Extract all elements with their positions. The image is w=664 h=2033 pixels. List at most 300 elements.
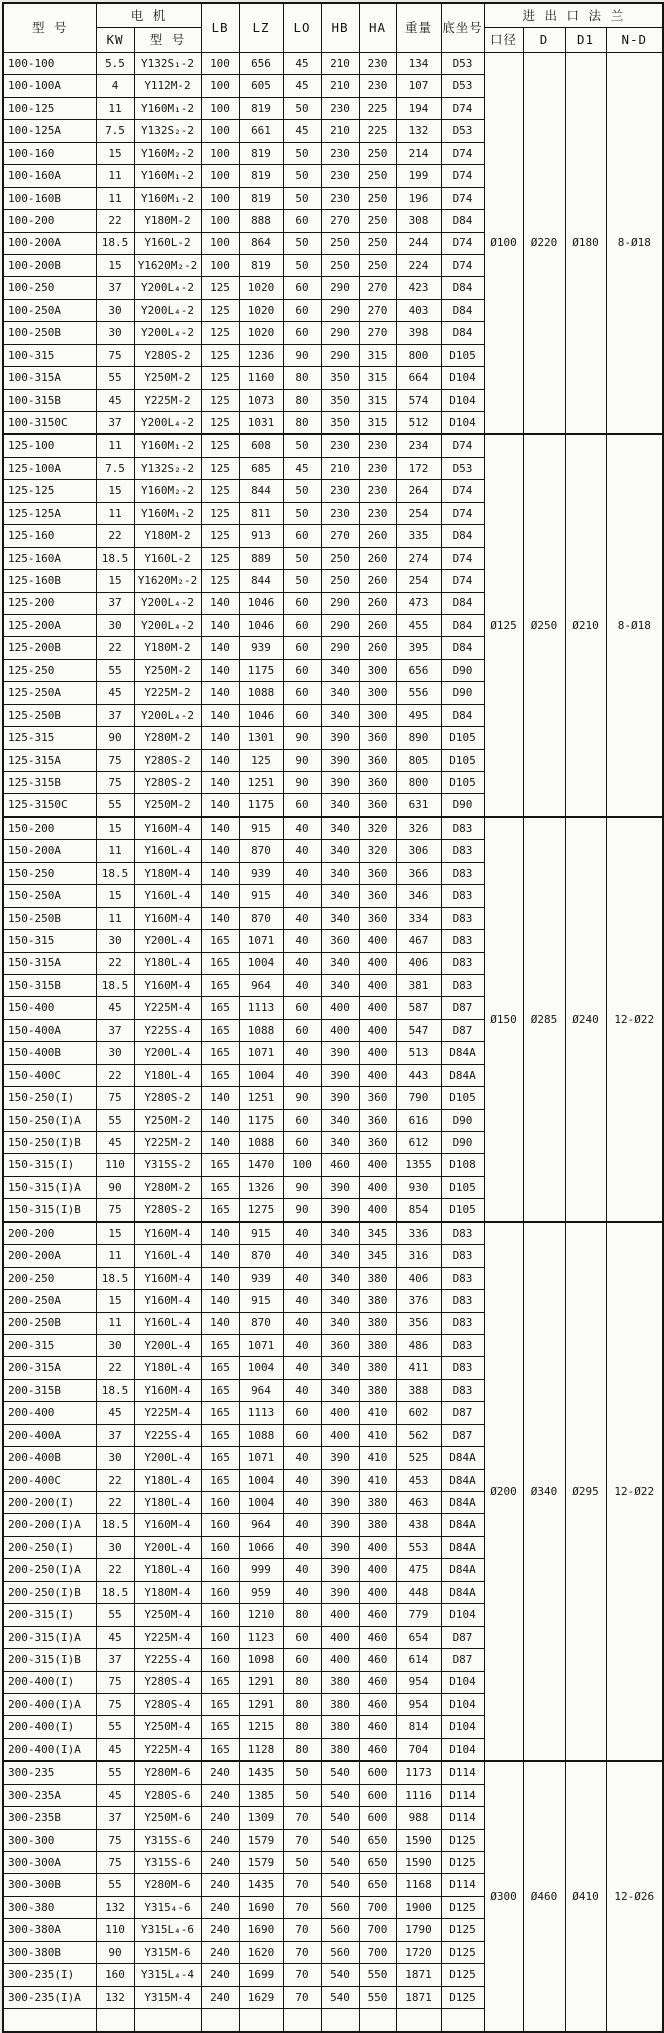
- cell-base: D74: [441, 254, 484, 276]
- cell-weight: 614: [396, 1649, 441, 1671]
- cell-lo: 40: [283, 1357, 321, 1379]
- cell-motor-model: Y112M-2: [134, 75, 201, 97]
- cell-base: D83: [441, 907, 484, 929]
- cell-base: D90: [441, 659, 484, 681]
- cell-model: 100-315: [3, 344, 96, 366]
- cell-lo: 60: [283, 997, 321, 1019]
- cell-weight: 654: [396, 1626, 441, 1648]
- cell-motor-model: Y280M-6: [134, 1874, 201, 1896]
- cell-motor-kw: 22: [96, 1559, 134, 1581]
- header-motor-model: 型 号: [134, 28, 201, 53]
- cell-hb: 390: [321, 1581, 359, 1603]
- cell-ha: 320: [359, 817, 396, 840]
- cell-lb: 100: [201, 232, 239, 254]
- cell-base: D83: [441, 974, 484, 996]
- cell-lo: 60: [283, 1109, 321, 1131]
- cell-hb: 390: [321, 1447, 359, 1469]
- cell-base: D74: [441, 165, 484, 187]
- cell-base: D105: [441, 1087, 484, 1109]
- cell-weight: 463: [396, 1492, 441, 1514]
- cell-lb: 140: [201, 592, 239, 614]
- cell-motor-kw: 11: [96, 502, 134, 524]
- cell-lz: 811: [239, 502, 283, 524]
- cell-weight: 800: [396, 344, 441, 366]
- cell-flange-d1: Ø410: [565, 1761, 606, 2031]
- cell-base: D83: [441, 1267, 484, 1289]
- cell-base: D104: [441, 367, 484, 389]
- table-row: [3, 53, 663, 75]
- cell-hb: 340: [321, 974, 359, 996]
- cell-motor-model: Y200L₄-2: [134, 277, 201, 299]
- cell-ha: 400: [359, 1536, 396, 1558]
- cell-ha: 600: [359, 1784, 396, 1806]
- cell-lb: 165: [201, 952, 239, 974]
- cell-motor-model: Y180M-4: [134, 1581, 201, 1603]
- cell-motor-model: Y200L-4: [134, 1334, 201, 1356]
- cell-motor-kw: 22: [96, 525, 134, 547]
- cell-weight: 1355: [396, 1154, 441, 1176]
- cell-motor-kw: 75: [96, 1199, 134, 1222]
- cell-lo: [283, 2009, 321, 2032]
- cell-motor-model: Y225M-2: [134, 389, 201, 411]
- cell-ha: 650: [359, 1874, 396, 1896]
- cell-lz: 1579: [239, 1852, 283, 1874]
- cell-motor-kw: 75: [96, 1829, 134, 1851]
- cell-lz: 1046: [239, 704, 283, 726]
- cell-lb: 125: [201, 570, 239, 592]
- cell-weight: 547: [396, 1019, 441, 1041]
- cell-lo: 40: [283, 974, 321, 996]
- cell-model: 200-315: [3, 1334, 96, 1356]
- cell-hb: 250: [321, 547, 359, 569]
- cell-ha: 650: [359, 1829, 396, 1851]
- cell-hb: 210: [321, 457, 359, 479]
- cell-base: D53: [441, 457, 484, 479]
- cell-ha: 230: [359, 480, 396, 502]
- cell-motor-model: Y180M-2: [134, 525, 201, 547]
- cell-hb: 560: [321, 1896, 359, 1918]
- cell-lo: 40: [283, 930, 321, 952]
- cell-hb: 210: [321, 53, 359, 75]
- cell-model: 200-250(I)A: [3, 1559, 96, 1581]
- cell-model: 100-160: [3, 142, 96, 164]
- cell-base: D84: [441, 704, 484, 726]
- cell-motor-model: Y250M-2: [134, 367, 201, 389]
- cell-motor-kw: 15: [96, 1222, 134, 1245]
- cell-motor-kw: 11: [96, 434, 134, 457]
- cell-weight: 453: [396, 1469, 441, 1491]
- cell-ha: 600: [359, 1761, 396, 1784]
- cell-model: 100-250B: [3, 322, 96, 344]
- cell-motor-model: Y250M-2: [134, 659, 201, 681]
- cell-lb: [201, 2009, 239, 2032]
- cell-hb: 540: [321, 1964, 359, 1986]
- cell-motor-kw: 30: [96, 930, 134, 952]
- cell-motor-kw: 55: [96, 659, 134, 681]
- cell-base: D125: [441, 1896, 484, 1918]
- cell-model: 125-125A: [3, 502, 96, 524]
- cell-base: D90: [441, 794, 484, 817]
- cell-motor-model: Y180L-4: [134, 952, 201, 974]
- cell-lo: 70: [283, 1919, 321, 1941]
- cell-lo: 50: [283, 434, 321, 457]
- cell-weight: 656: [396, 659, 441, 681]
- cell-lz: 1046: [239, 592, 283, 614]
- cell-lz: 1088: [239, 1424, 283, 1446]
- cell-base: D87: [441, 1626, 484, 1648]
- cell-model: 100-200B: [3, 254, 96, 276]
- cell-motor-model: Y180M-4: [134, 862, 201, 884]
- cell-motor-model: Y160M₁-2: [134, 434, 201, 457]
- cell-base: D87: [441, 997, 484, 1019]
- cell-motor-model: Y225M-4: [134, 1738, 201, 1761]
- cell-lz: 939: [239, 1267, 283, 1289]
- cell-hb: 210: [321, 75, 359, 97]
- cell-model: 200-250(I)B: [3, 1581, 96, 1603]
- cell-hb: 380: [321, 1671, 359, 1693]
- cell-model: 100-100A: [3, 75, 96, 97]
- cell-base: D74: [441, 97, 484, 119]
- cell-motor-kw: 11: [96, 840, 134, 862]
- cell-lz: 1113: [239, 1402, 283, 1424]
- cell-hb: 340: [321, 682, 359, 704]
- cell-weight: 616: [396, 1109, 441, 1131]
- cell-motor-kw: 75: [96, 1671, 134, 1693]
- cell-lb: 165: [201, 1671, 239, 1693]
- cell-weight: 107: [396, 75, 441, 97]
- cell-lo: 45: [283, 120, 321, 142]
- cell-hb: 540: [321, 1761, 359, 1784]
- cell-motor-kw: 45: [96, 682, 134, 704]
- cell-ha: 400: [359, 930, 396, 952]
- cell-lo: 60: [283, 277, 321, 299]
- cell-ha: 550: [359, 1986, 396, 2008]
- cell-motor-model: Y132S₂-2: [134, 457, 201, 479]
- cell-hb: 270: [321, 525, 359, 547]
- table-row: [3, 434, 663, 457]
- cell-motor-kw: 90: [96, 727, 134, 749]
- cell-base: D84A: [441, 1581, 484, 1603]
- cell-hb: 230: [321, 142, 359, 164]
- cell-hb: 210: [321, 120, 359, 142]
- cell-motor-model: Y280S-2: [134, 772, 201, 794]
- cell-motor-kw: 7.5: [96, 457, 134, 479]
- cell-ha: 410: [359, 1469, 396, 1491]
- cell-weight: 602: [396, 1402, 441, 1424]
- cell-lz: 1251: [239, 772, 283, 794]
- cell-ha: 400: [359, 1154, 396, 1176]
- header-base: 底坐号: [441, 3, 484, 53]
- cell-lo: 60: [283, 210, 321, 232]
- cell-hb: 340: [321, 840, 359, 862]
- cell-hb: 290: [321, 614, 359, 636]
- cell-lb: 160: [201, 1604, 239, 1626]
- cell-lb: 140: [201, 794, 239, 817]
- cell-base: D83: [441, 952, 484, 974]
- cell-flange-nd: 8-Ø18: [606, 53, 663, 435]
- cell-lz: 844: [239, 480, 283, 502]
- cell-lb: 140: [201, 704, 239, 726]
- cell-motor-kw: 37: [96, 592, 134, 614]
- cell-motor-model: Y160L-2: [134, 547, 201, 569]
- header-ha: HA: [359, 3, 396, 53]
- cell-hb: 360: [321, 930, 359, 952]
- cell-hb: 250: [321, 232, 359, 254]
- cell-lo: 60: [283, 659, 321, 681]
- cell-base: D74: [441, 142, 484, 164]
- cell-base: D74: [441, 434, 484, 457]
- cell-lo: 70: [283, 1941, 321, 1963]
- cell-lo: 50: [283, 187, 321, 209]
- cell-ha: 400: [359, 1176, 396, 1198]
- cell-motor-kw: 11: [96, 1312, 134, 1334]
- cell-motor-model: Y315S-6: [134, 1852, 201, 1874]
- cell-base: D83: [441, 1312, 484, 1334]
- header-lz: LZ: [239, 3, 283, 53]
- cell-flange-d1: Ø295: [565, 1222, 606, 1762]
- cell-model: 200-200A: [3, 1245, 96, 1267]
- cell-lo: 40: [283, 817, 321, 840]
- cell-lz: 1175: [239, 794, 283, 817]
- cell-weight: 448: [396, 1581, 441, 1603]
- cell-lz: 819: [239, 165, 283, 187]
- cell-lo: 80: [283, 1604, 321, 1626]
- cell-model: 200-315(I)A: [3, 1626, 96, 1648]
- cell-model: 200-400(I)A: [3, 1693, 96, 1715]
- cell-hb: 460: [321, 1154, 359, 1176]
- cell-lb: 165: [201, 930, 239, 952]
- cell-lb: 165: [201, 1424, 239, 1446]
- cell-lz: 1690: [239, 1896, 283, 1918]
- cell-model: 300-300A: [3, 1852, 96, 1874]
- cell-motor-kw: 30: [96, 614, 134, 636]
- cell-motor-model: Y160M₂-2: [134, 142, 201, 164]
- cell-ha: 260: [359, 592, 396, 614]
- cell-weight: 1590: [396, 1852, 441, 1874]
- cell-ha: 250: [359, 187, 396, 209]
- cell-lo: 70: [283, 1807, 321, 1829]
- cell-weight: 930: [396, 1176, 441, 1198]
- cell-weight: 790: [396, 1087, 441, 1109]
- cell-hb: 380: [321, 1738, 359, 1761]
- cell-lz: 1291: [239, 1671, 283, 1693]
- cell-lb: 240: [201, 1986, 239, 2008]
- cell-hb: 340: [321, 1222, 359, 1245]
- cell-flange-d: Ø220: [523, 53, 565, 435]
- cell-motor-kw: 18.5: [96, 1514, 134, 1536]
- cell-hb: 340: [321, 1357, 359, 1379]
- cell-lz: 915: [239, 1222, 283, 1245]
- cell-motor-model: Y180L-4: [134, 1559, 201, 1581]
- cell-lb: 160: [201, 1649, 239, 1671]
- cell-base: D84: [441, 614, 484, 636]
- cell-lb: 140: [201, 1267, 239, 1289]
- cell-lb: 165: [201, 1334, 239, 1356]
- cell-lo: 60: [283, 525, 321, 547]
- cell-weight: 194: [396, 97, 441, 119]
- cell-lz: 1251: [239, 1087, 283, 1109]
- cell-hb: 360: [321, 1334, 359, 1356]
- cell-weight: 1790: [396, 1919, 441, 1941]
- cell-motor-kw: 45: [96, 1784, 134, 1806]
- cell-model: 200-250A: [3, 1290, 96, 1312]
- cell-lb: 140: [201, 862, 239, 884]
- cell-lo: 40: [283, 1379, 321, 1401]
- cell-weight: 704: [396, 1738, 441, 1761]
- cell-weight: 455: [396, 614, 441, 636]
- cell-weight: 1590: [396, 1829, 441, 1851]
- cell-ha: 550: [359, 1964, 396, 1986]
- cell-base: D83: [441, 1379, 484, 1401]
- cell-lb: 140: [201, 637, 239, 659]
- cell-ha: 230: [359, 53, 396, 75]
- cell-base: D87: [441, 1424, 484, 1446]
- cell-lo: 60: [283, 1626, 321, 1648]
- cell-ha: 700: [359, 1896, 396, 1918]
- cell-base: D114: [441, 1784, 484, 1806]
- cell-hb: 540: [321, 1986, 359, 2008]
- cell-motor-model: Y132S₂-2: [134, 120, 201, 142]
- cell-motor-kw: 18.5: [96, 974, 134, 996]
- cell-lb: 100: [201, 210, 239, 232]
- cell-motor-model: [134, 2009, 201, 2032]
- cell-ha: 230: [359, 75, 396, 97]
- cell-base: D83: [441, 1222, 484, 1245]
- cell-hb: 400: [321, 1649, 359, 1671]
- cell-base: D105: [441, 1176, 484, 1198]
- cell-lo: 60: [283, 1649, 321, 1671]
- cell-lz: 870: [239, 1245, 283, 1267]
- cell-lb: 140: [201, 1132, 239, 1154]
- cell-lz: 685: [239, 457, 283, 479]
- cell-motor-kw: 18.5: [96, 547, 134, 569]
- cell-motor-model: Y280S-2: [134, 1199, 201, 1222]
- cell-base: D90: [441, 1132, 484, 1154]
- cell-motor-model: Y315L₄-4: [134, 1964, 201, 1986]
- cell-lb: 125: [201, 457, 239, 479]
- cell-ha: 400: [359, 1581, 396, 1603]
- cell-lb: 165: [201, 1447, 239, 1469]
- cell-base: D74: [441, 480, 484, 502]
- cell-model: 125-200A: [3, 614, 96, 636]
- cell-base: D125: [441, 1919, 484, 1941]
- cell-motor-model: Y160M-4: [134, 907, 201, 929]
- cell-weight: 473: [396, 592, 441, 614]
- cell-motor-model: Y200L₄-2: [134, 322, 201, 344]
- cell-weight: 346: [396, 885, 441, 907]
- cell-ha: 270: [359, 299, 396, 321]
- header-lb: LB: [201, 3, 239, 53]
- cell-motor-model: Y160L-4: [134, 885, 201, 907]
- cell-weight: 574: [396, 389, 441, 411]
- cell-base: D84A: [441, 1469, 484, 1491]
- cell-motor-kw: 22: [96, 952, 134, 974]
- cell-motor-kw: 30: [96, 1334, 134, 1356]
- cell-lb: 165: [201, 1379, 239, 1401]
- cell-model: 150-250A: [3, 885, 96, 907]
- cell-motor-kw: 37: [96, 1424, 134, 1446]
- cell-lz: 1020: [239, 277, 283, 299]
- cell-weight: 854: [396, 1199, 441, 1222]
- cell-motor-kw: 110: [96, 1919, 134, 1941]
- cell-motor-model: Y250M-2: [134, 1109, 201, 1131]
- cell-motor-kw: 55: [96, 367, 134, 389]
- cell-lb: 140: [201, 840, 239, 862]
- cell-lb: 165: [201, 1176, 239, 1198]
- pump-spec-table: [2, 2, 664, 2033]
- cell-flange-d1: Ø180: [565, 53, 606, 435]
- cell-weight: 274: [396, 547, 441, 569]
- cell-base: D83: [441, 1334, 484, 1356]
- header-flange-d: D: [523, 28, 565, 53]
- cell-motor-model: Y250M-4: [134, 1716, 201, 1738]
- cell-ha: 600: [359, 1807, 396, 1829]
- header-flange-d1: D1: [565, 28, 606, 53]
- cell-motor-model: Y280M-2: [134, 727, 201, 749]
- cell-lb: 240: [201, 1874, 239, 1896]
- cell-ha: 400: [359, 1559, 396, 1581]
- cell-ha: 360: [359, 749, 396, 771]
- cell-motor-model: Y280M-6: [134, 1761, 201, 1784]
- cell-lb: 165: [201, 1693, 239, 1715]
- cell-motor-kw: 55: [96, 1109, 134, 1131]
- cell-hb: 230: [321, 434, 359, 457]
- cell-motor-kw: 15: [96, 570, 134, 592]
- cell-weight: 199: [396, 165, 441, 187]
- cell-ha: 700: [359, 1941, 396, 1963]
- cell-motor-kw: 37: [96, 1019, 134, 1041]
- cell-lb: 160: [201, 1536, 239, 1558]
- cell-model: 150-250(I)B: [3, 1132, 96, 1154]
- cell-lo: 80: [283, 1716, 321, 1738]
- cell-weight: 1871: [396, 1964, 441, 1986]
- cell-model: 300-235A: [3, 1784, 96, 1806]
- cell-lz: 1004: [239, 952, 283, 974]
- cell-lb: 165: [201, 1469, 239, 1491]
- cell-lz: 1385: [239, 1784, 283, 1806]
- cell-motor-model: Y250M-2: [134, 794, 201, 817]
- cell-lz: 1004: [239, 1357, 283, 1379]
- cell-lo: 40: [283, 885, 321, 907]
- cell-motor-model: Y132S₁-2: [134, 53, 201, 75]
- cell-model: 125-315B: [3, 772, 96, 794]
- cell-ha: 380: [359, 1492, 396, 1514]
- cell-lo: 60: [283, 1132, 321, 1154]
- cell-model: 125-315: [3, 727, 96, 749]
- cell-model: 200-250: [3, 1267, 96, 1289]
- cell-hb: [321, 2009, 359, 2032]
- cell-lz: 915: [239, 1290, 283, 1312]
- cell-base: D105: [441, 344, 484, 366]
- cell-ha: 360: [359, 727, 396, 749]
- cell-ha: [359, 2009, 396, 2032]
- cell-hb: 340: [321, 1109, 359, 1131]
- cell-ha: 250: [359, 232, 396, 254]
- cell-motor-model: Y225M-4: [134, 1402, 201, 1424]
- cell-motor-kw: 15: [96, 142, 134, 164]
- cell-ha: 460: [359, 1738, 396, 1761]
- cell-model: 200-250B: [3, 1312, 96, 1334]
- cell-weight: 800: [396, 772, 441, 794]
- cell-model: 150-315(I): [3, 1154, 96, 1176]
- cell-base: D84: [441, 277, 484, 299]
- cell-model: [3, 2009, 96, 2032]
- cell-lz: [239, 2009, 283, 2032]
- cell-weight: 214: [396, 142, 441, 164]
- cell-base: D84A: [441, 1559, 484, 1581]
- cell-lo: 45: [283, 457, 321, 479]
- cell-model: 125-100: [3, 434, 96, 457]
